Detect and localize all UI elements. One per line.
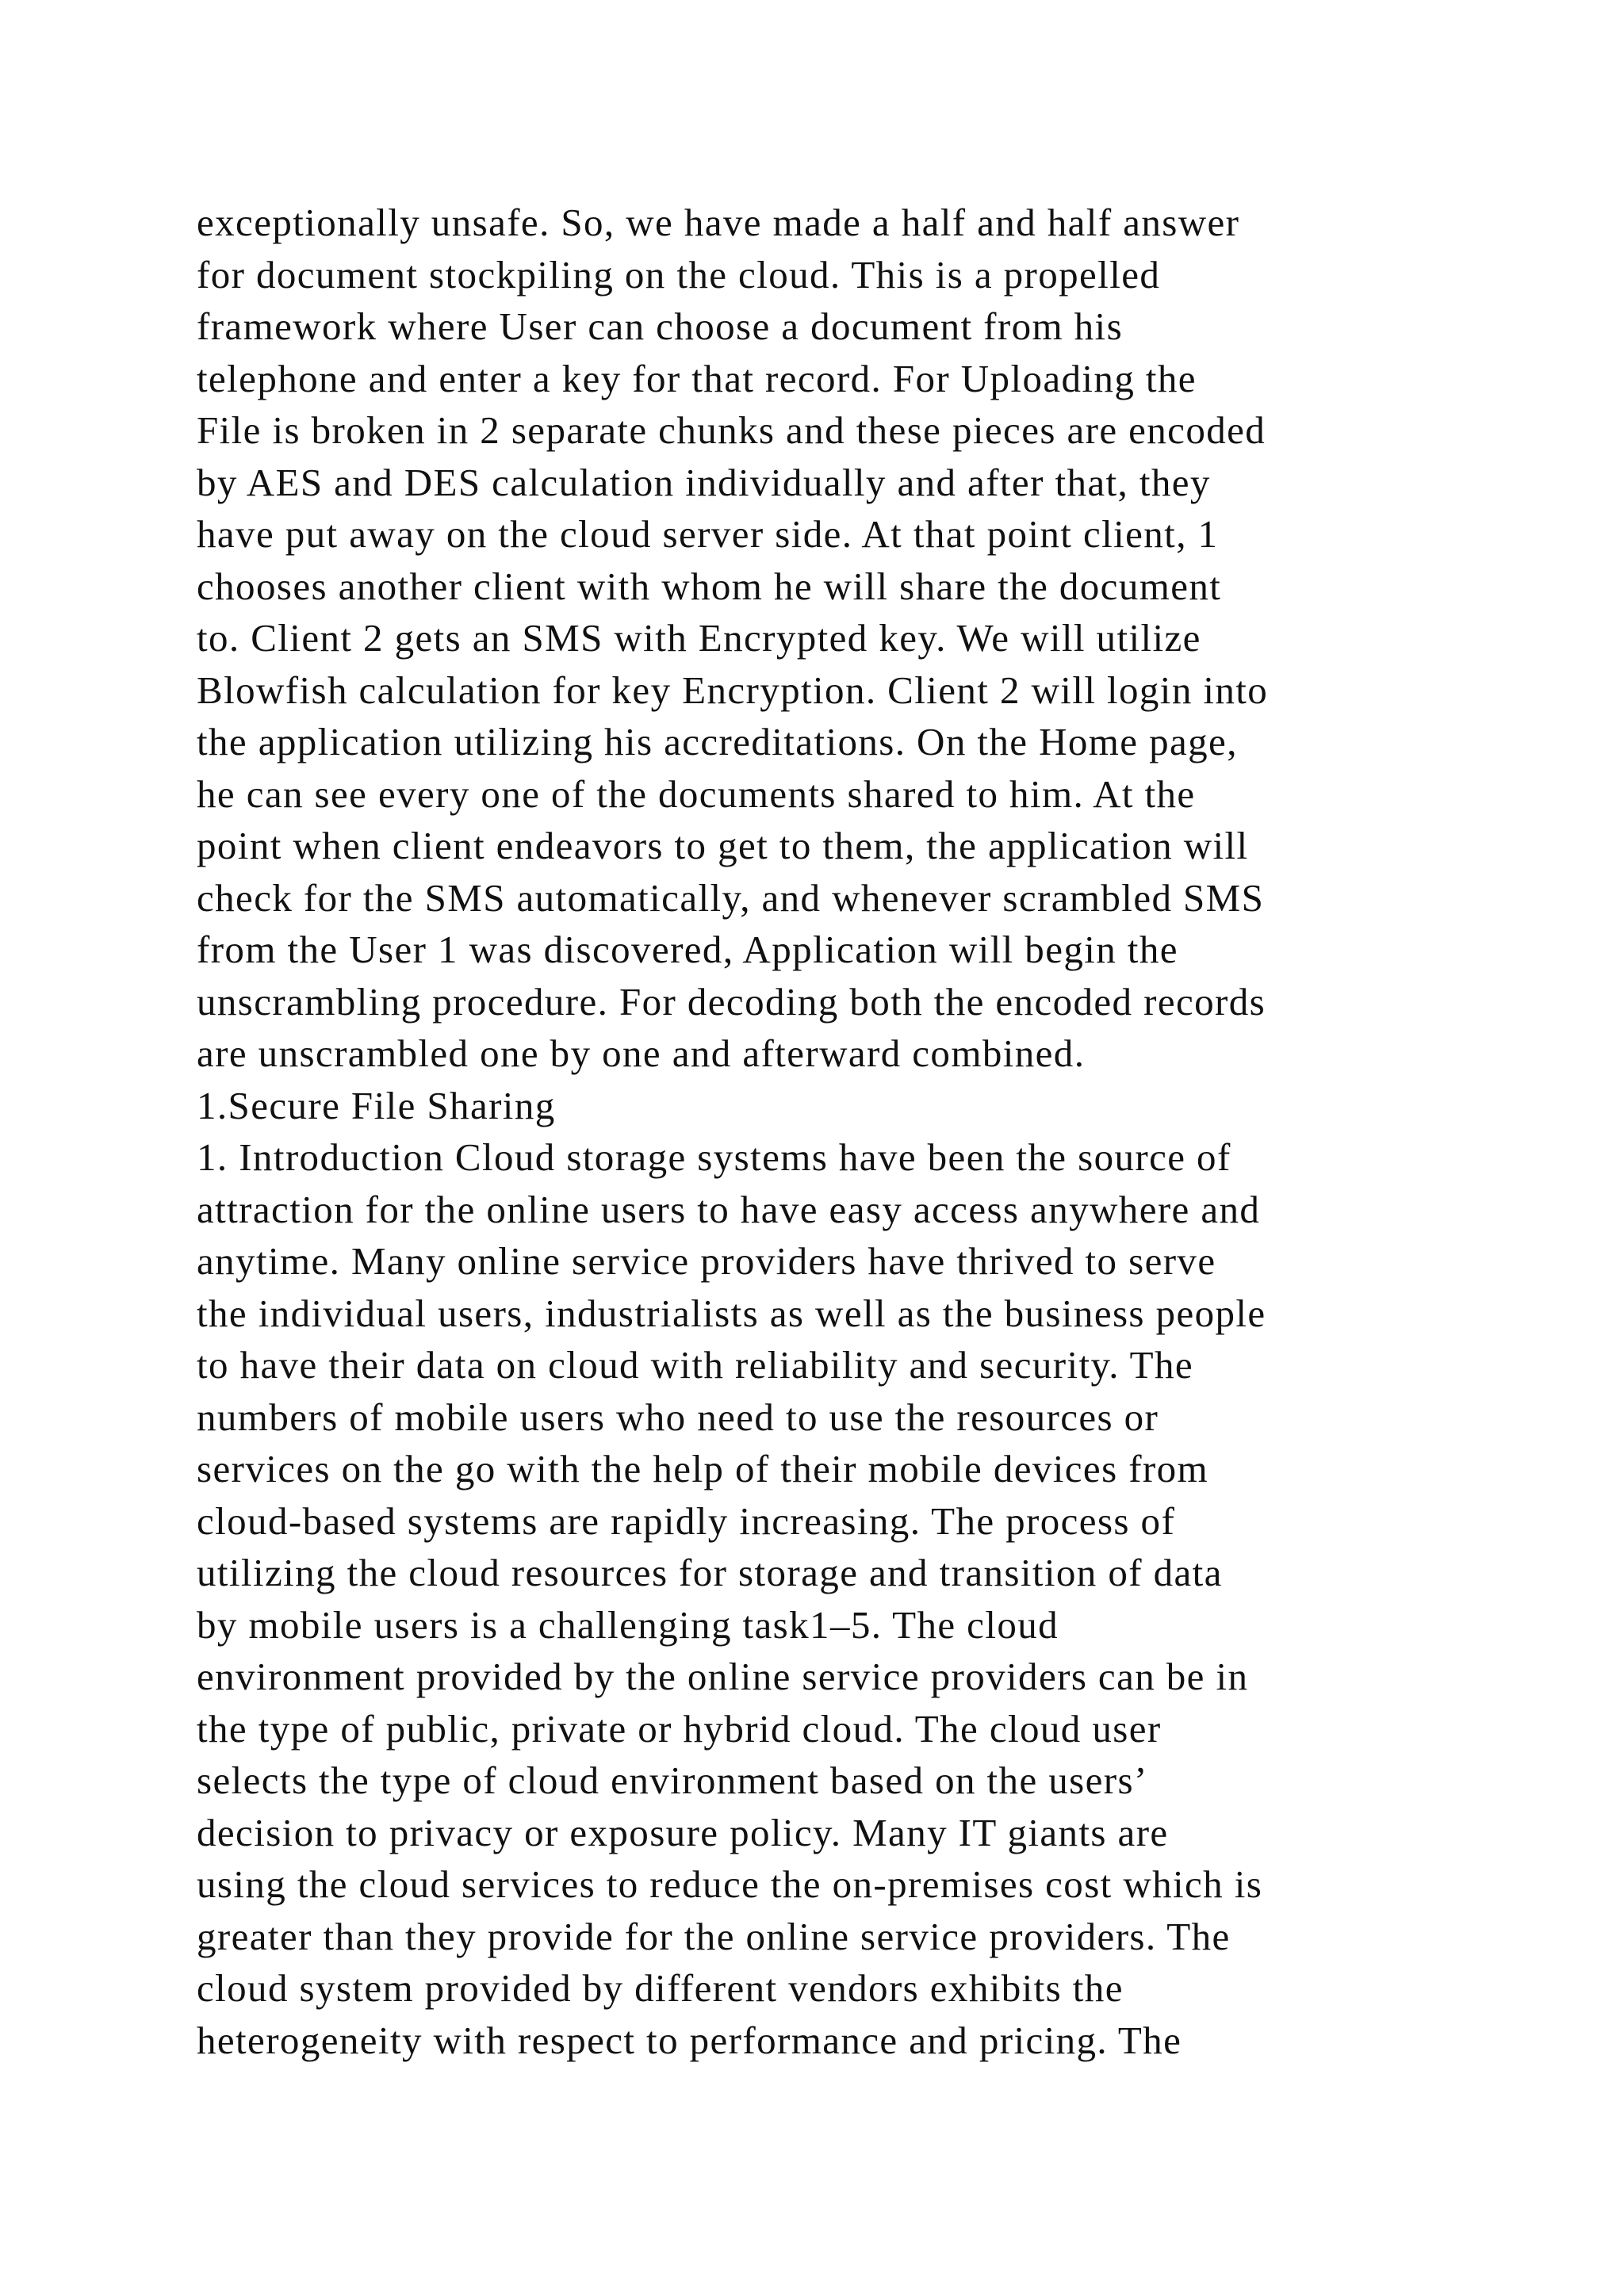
text-line: utilizing the cloud resources for storage and transition of data [197,1551,1223,1594]
text-line: by mobile users is a challenging task1–5. The cloud [197,1602,1059,1647]
text-line: Blowfish calculation for key Encryption. Client 2 will login into [197,668,1269,712]
text-line: File is broken in 2 separate chunks and these pieces are encoded [197,408,1266,452]
body-text [197,197,1481,2066]
text-line: unscrambling procedure. For decoding both the encoded records [197,979,1266,1024]
text-line: are unscrambled one by one and afterward combined. [197,1031,1086,1075]
text-line: greater than they provide for the online service providers. The [197,1914,1231,1958]
text-line: the type of public, private or hybrid cloud. The cloud user [197,1706,1162,1751]
text-line: selects the type of cloud environment based on the users’ [197,1758,1148,1802]
text-line: chooses another client with whom he will share the document [197,564,1222,608]
text-line: point when client endeavors to get to them, the application will [197,824,1249,867]
text-line: for document stockpiling on the cloud. This is a propelled [197,252,1161,297]
text-line: decision to privacy or exposure policy. Many IT giants are [197,1810,1169,1854]
text-line: the application utilizing his accreditations. On the Home page, [197,720,1238,763]
text-line: heterogeneity with respect to performance and pricing. The [197,2018,1182,2062]
text-line: 1. Introduction Cloud storage systems have been the source of [197,1135,1231,1179]
text-line: services on the go with the help of their mobile devices from [197,1447,1209,1490]
text-line: check for the SMS automatically, and whenever scrambled SMS [197,875,1265,920]
text-line: to have their data on cloud with reliability and security. The [197,1343,1194,1387]
text-line: the individual users, industrialists as well as the business people [197,1291,1266,1335]
text-line: numbers of mobile users who need to use the resources or [197,1395,1159,1439]
text-line: by AES and DES calculation individually and after that, they [197,460,1211,504]
section-heading: 1.Secure File Sharing [197,1083,556,1127]
text-line: exceptionally unsafe. So, we have made a half and half answer [197,201,1240,244]
text-line: environment provided by the online service providers can be in [197,1655,1249,1698]
text-line: have put away on the cloud server side. At that point client, 1 [197,512,1219,556]
text-line: from the User 1 was discovered, Application will begin the [197,928,1178,971]
text-line: anytime. Many online service providers have thrived to serve [197,1239,1216,1283]
text-line: cloud-based systems are rapidly increasing. The process of [197,1498,1176,1543]
text-line: attraction for the online users to have easy access anywhere and [197,1187,1261,1231]
text-line: telephone and enter a key for that record. For Uploading the [197,356,1197,400]
text-line: framework where User can choose a document from his [197,304,1124,348]
text-line: cloud system provided by different vendors exhibits the [197,1966,1124,2010]
text-line: to. Client 2 gets an SMS with Encrypted key. We will utilize [197,616,1201,660]
text-line: using the cloud services to reduce the on-premises cost which is [197,1862,1263,1906]
text-line: he can see every one of the documents shared to him. At the [197,771,1196,816]
